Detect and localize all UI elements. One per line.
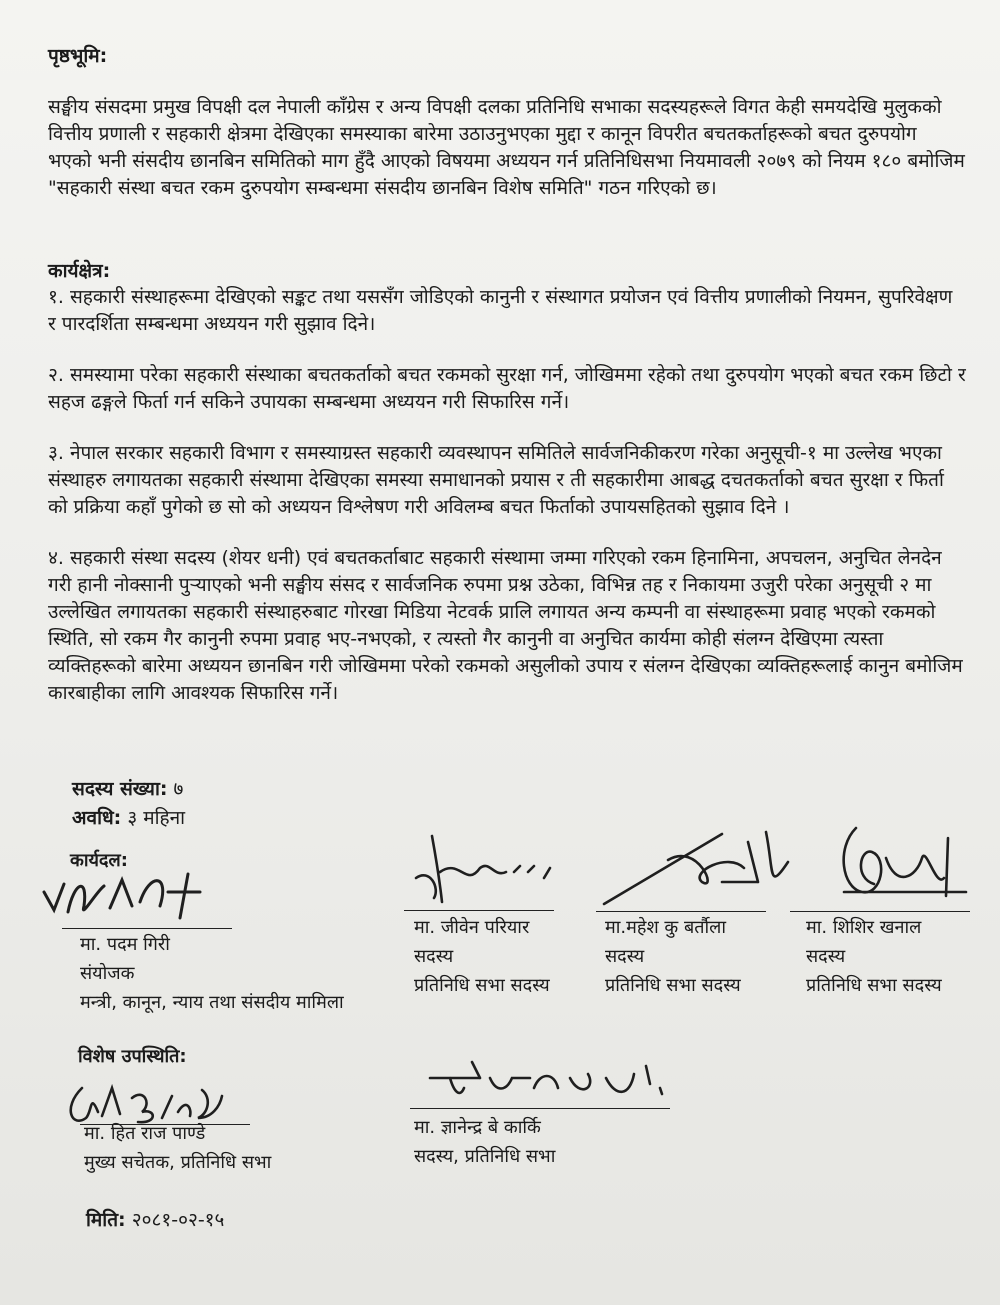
scope-item-4: ४. सहकारी संस्था सदस्य (शेयर धनी) एवं बचतकर्ताबाट सहकारी संस्थामा जम्मा गरिएको रकम हिनामिना, अपचलन, अनुचित लेनदेन गरी हानी नोक्सानी पुऱ्याएको भनी सङ्घीय संसद र सार्वजनिक रुपमा प्रश्न उठेका, विभिन्न तह र निकायमा उजुरी परेका अनुसूची २ मा उल्लेखित लगायतका सहकारी संस्थाहरुबाट गोरखा मिडिया नेटवर्क प्रालि लगायत अन्य कम्पनी वा संस्थाहरूमा प्रवाह भएको रकमको स्थिति, सो रकम गैर कानुनी रुपमा प्रवाह भए-नभएको, र त्यस्तो गैर कानुनी वा अनुचित कार्यमा कोही संलग्न देखिएमा त्यस्ता व्यक्तिहरूको बारेमा अध्ययन छानबिन गरी जोखिममा परेको रकमको असुलीको उपाय र संलग्न देखिएका व्यक्तिहरूलाई कानुन बमोजिम कारबाहीका लागि आवश्यक सिफारिस गर्ने। [48,547,963,704]
signatory-2-name: मा. जीवेन परियार [414,917,530,938]
special-signatory-1-position: मुख्य सचेतक, प्रतिनिधि सभा [84,1152,272,1173]
signatory-1-name: मा. पदम गिरी [80,934,170,955]
signatory-4-name: मा. शिशिर खनाल [806,917,922,938]
signatory-2-position: प्रतिनिधि सभा सदस्य [414,975,550,996]
signature-shishir-khanal [826,818,976,918]
signatory-2 [414,913,550,1000]
scope-list [48,284,966,731]
member-count-label: सदस्य संख्या: [72,778,168,800]
background-heading: पृष्ठभूमि: [48,45,108,67]
special-signatory-2 [414,1113,555,1171]
signatory-3 [605,913,741,1000]
signatory-2-role: सदस्य [414,946,454,967]
signature-line-6 [410,1108,670,1109]
date-value: २०८१-०२-१५ [131,1209,225,1231]
signature-gyanendra-karki [420,1048,680,1108]
special-presence-heading-wrap [78,1042,187,1071]
document-body [48,42,970,829]
signatory-3-position: प्रतिनिधि सभा सदस्य [605,975,741,996]
document-date [86,1206,224,1232]
duration [72,804,185,833]
committee-meta [72,775,185,833]
signatory-3-role: सदस्य [605,946,645,967]
signatory-4 [806,913,942,1000]
signature-line-1 [62,928,232,929]
signatory-1-role: संयोजक [80,963,135,984]
signature-line-3 [596,911,766,912]
scope-heading: कार्यक्षेत्र: [48,260,111,282]
signatory-4-role: सदस्य [806,946,846,967]
signature-jiven-pariyar [410,828,560,908]
signatory-1-position: मन्त्री, कानून, न्याय तथा संसदीय मामिला [80,992,344,1013]
background-paragraph: सङ्घीय संसदमा प्रमुख विपक्षी दल नेपाली काँग्रेस र अन्य विपक्षी दलका प्रतिनिधि सभाका सदस्यहरूले विगत केही समयदेखि मुलुकको वित्तीय प्रणाली र सहकारी क्षेत्रमा देखिएका समस्याका बारेमा उठाउनुभएका मुद्दा र कानून विपरीत बचतकर्ताहरूको बचत दुरुपयोग भएको भनी संसदीय छानबिन समितिको माग हुँदै आएको विषयमा अध्ययन गर्न प्रतिनिधिसभा नियमावली २०७९ को नियम १८० बमोजिम "सहकारी संस्था बचत रकम दुरुपयोग सम्बन्धमा संसदीय छानबिन विशेष समिति" गठन गरिएको छ। [48,96,965,199]
special-signatory-2-position: सदस्य, प्रतिनिधि सभा [414,1146,556,1167]
duration-value: ३ महिना [127,807,186,829]
member-count-value: ७ [173,778,184,800]
special-presence-heading: विशेष उपस्थिति: [78,1046,187,1067]
date-label: मिति: [86,1209,126,1231]
signatory-1 [80,930,344,1017]
scope-item-1: १. सहकारी संस्थाहरूमा देखिएको सङ्कट तथा यससँग जोडिएको कानुनी र संस्थागत प्रयोजन एवं वित्तीय प्रणालीको नियमन, सुपरिवेक्षण र पारदर्शिता सम्बन्धमा अध्ययन गरी सुझाव दिने। [48,286,953,335]
task-force-heading: कार्यदल: [70,850,128,871]
signatory-3-name: मा.महेश कु बर्तौला [605,917,727,938]
special-signatory-1 [84,1119,271,1177]
special-signatory-1-name: मा. हित राज पाण्डे [84,1123,206,1144]
signatory-4-position: प्रतिनिधि सभा सदस्य [806,975,942,996]
scope-item-2: २. समस्यामा परेका सहकारी संस्थाका बचतकर्ताको बचत रकमको सुरक्षा गर्न, जोखिममा रहेको तथा दुरुपयोग भएको बचत रकम छिटो र सहज ढङ्गले फिर्ता गर्न सकिने उपायका सम्बन्धमा अध्ययन गरी सिफारिस गर्ने। [48,364,966,413]
scope-item-3: ३. नेपाल सरकार सहकारी विभाग र समस्याग्रस्त सहकारी व्यवस्थापन समितिले सार्वजनिकीकरण गरेका अनुसूची-१ मा उल्लेख भएका संस्थाहरु लगायतका सहकारी संस्थामा देखिएका समस्या समाधानको प्रयास र ती सहकारीमा आबद्ध दचतकर्ताको बचत सुरक्षा र फिर्ता को प्रक्रिया कहाँ पुगेको छ सो को अध्ययन विश्लेषण गरी अविलम्ब बचत फिर्ताको उपायसहितको सुझाव दिने । [48,442,944,518]
signature-line-2 [404,910,554,911]
signature-padam-giri [40,862,220,932]
member-count [72,775,185,804]
special-signatory-2-name: मा. ज्ञानेन्द्र बे कार्कि [414,1117,541,1138]
signature-line-4 [790,911,970,912]
signature-mahesh-bartaula [598,812,808,912]
duration-label: अवधि: [72,807,122,829]
